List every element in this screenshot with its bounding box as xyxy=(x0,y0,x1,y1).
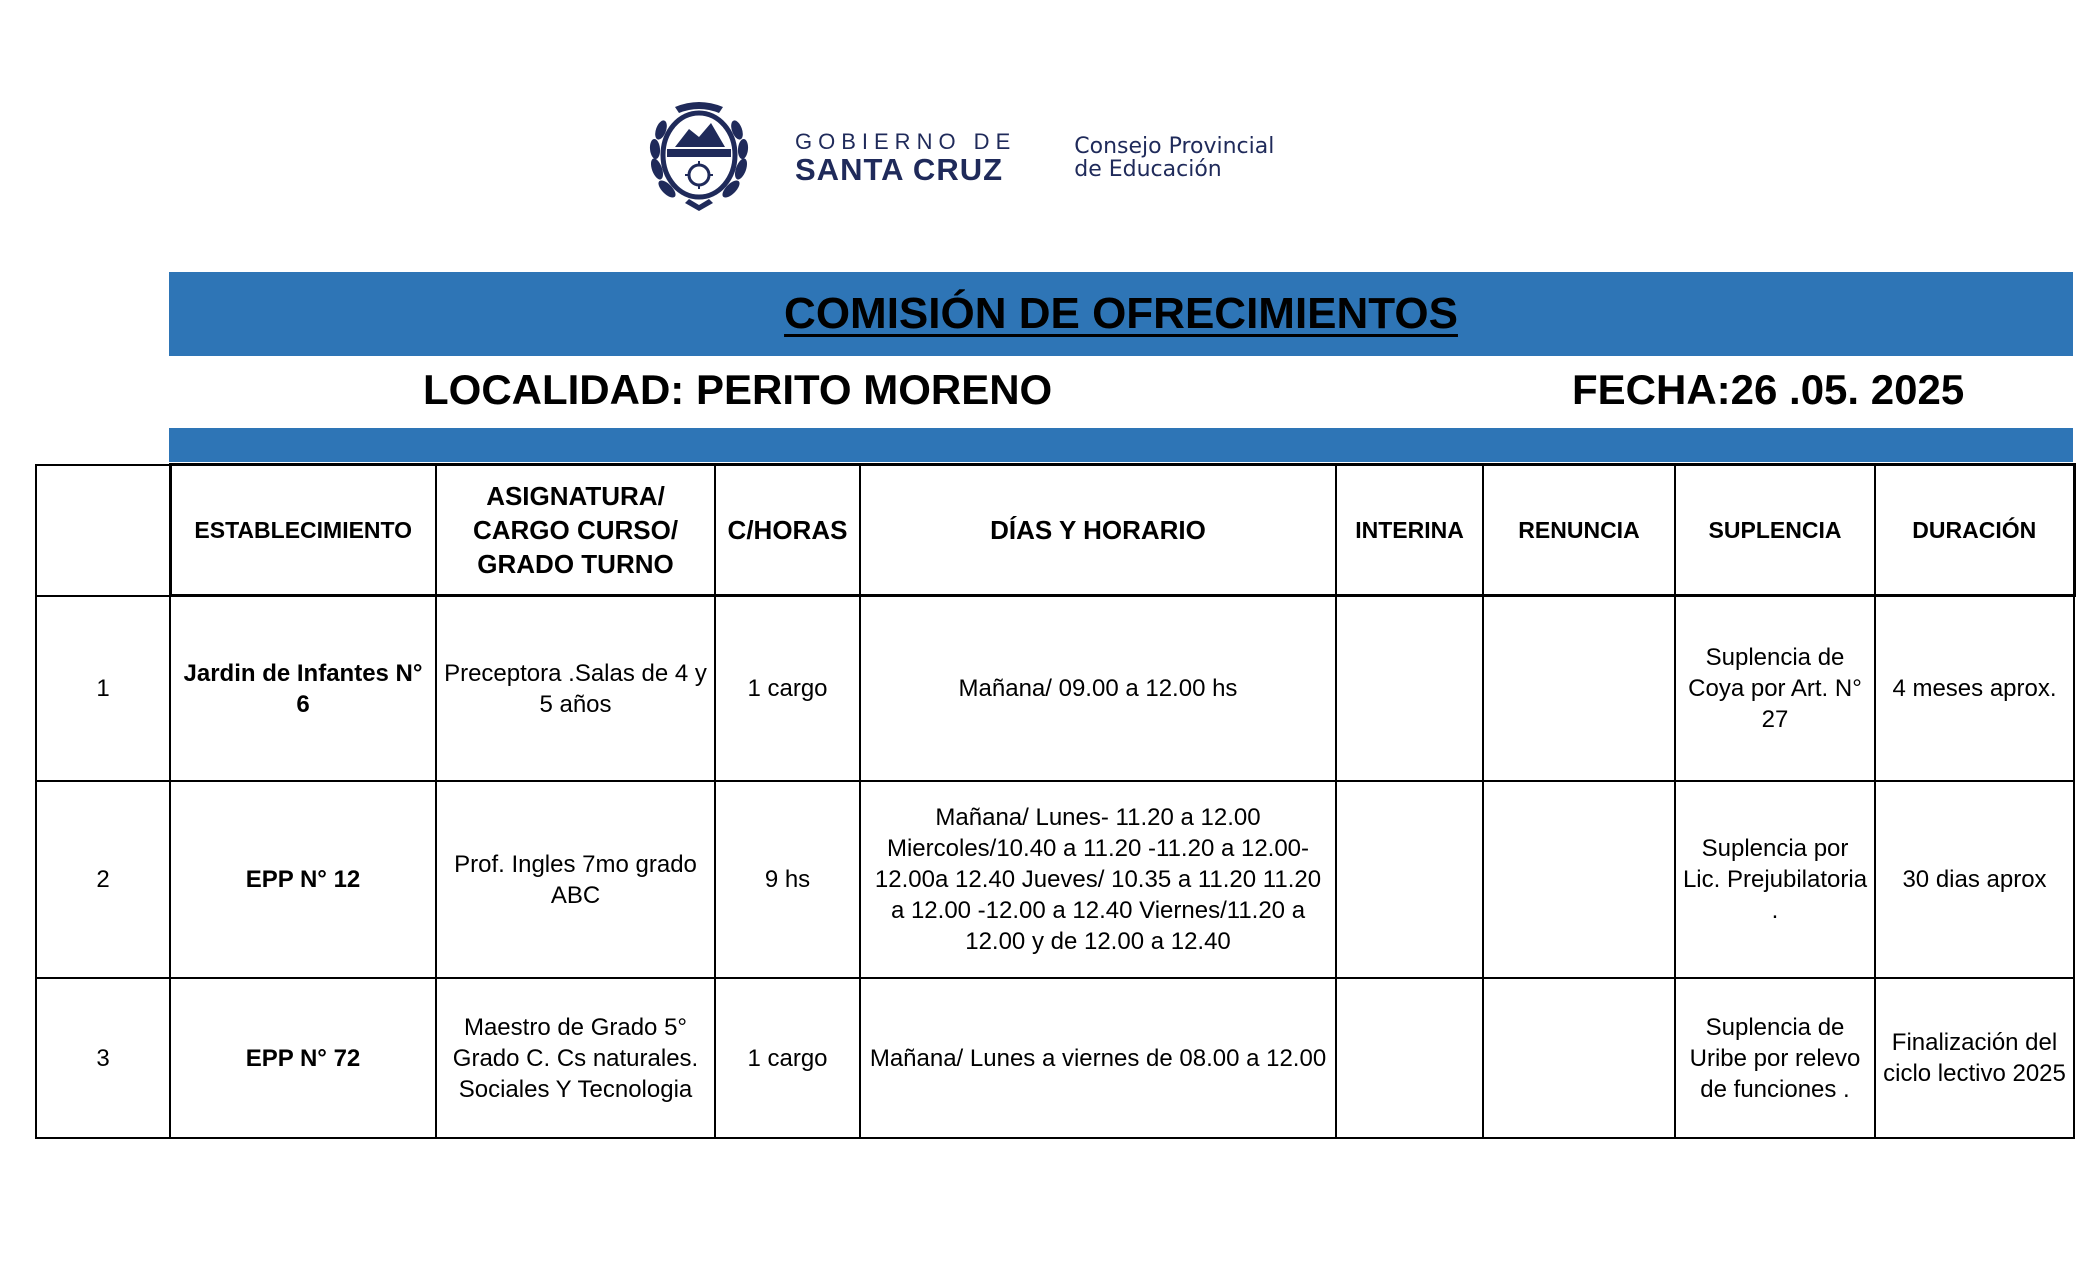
cell-asignatura: Preceptora .Salas de 4 y 5 años xyxy=(436,596,715,782)
cell-establecimiento: EPP N° 72 xyxy=(170,978,436,1138)
council-wordmark xyxy=(1074,135,1274,181)
cell-asignatura: Maestro de Grado 5° Grado C. Cs naturales. Sociales Y Tecnologia xyxy=(436,978,715,1138)
table-row xyxy=(36,781,2074,978)
provincial-seal-icon xyxy=(645,99,753,217)
cell-suplencia: Suplencia de Coya por Art. N° 27 xyxy=(1675,596,1875,782)
table-row xyxy=(36,978,2074,1138)
header-dias: DÍAS Y HORARIO xyxy=(860,465,1336,596)
title-bar xyxy=(169,272,2073,356)
blue-divider-strip xyxy=(169,428,2073,462)
cell-renuncia xyxy=(1483,781,1675,978)
cell-renuncia xyxy=(1483,978,1675,1138)
cell-dias: Mañana/ 09.00 a 12.00 hs xyxy=(860,596,1336,782)
header-logo xyxy=(645,98,1274,218)
gov-line1: GOBIERNO DE xyxy=(795,129,1017,154)
cell-duracion: Finalización del ciclo lectivo 2025 xyxy=(1875,978,2074,1138)
cell-horas: 1 cargo xyxy=(715,978,860,1138)
row-number: 2 xyxy=(36,781,170,978)
cell-dias: Mañana/ Lunes a viernes de 08.00 a 12.00 xyxy=(860,978,1336,1138)
cell-suplencia: Suplencia de Uribe por relevo de funciones . xyxy=(1675,978,1875,1138)
cell-establecimiento: EPP N° 12 xyxy=(170,781,436,978)
header-suplencia: SUPLENCIA xyxy=(1675,465,1875,596)
row-number: 1 xyxy=(36,596,170,782)
table-header-row xyxy=(36,465,2074,596)
header-renuncia: RENUNCIA xyxy=(1483,465,1675,596)
cell-horas: 1 cargo xyxy=(715,596,860,782)
row-number: 3 xyxy=(36,978,170,1138)
cell-duracion: 4 meses aprox. xyxy=(1875,596,2074,782)
cell-dias: Mañana/ Lunes- 11.20 a 12.00 Miercoles/10.40 a 11.20 -11.20 a 12.00-12.00a 12.40 Jueves/ 10.35 a 11.20 11.20 a 12.00 -12.00 a 12.40 Viernes/11.20 a 12.00 y de 12.00 a 12.40 xyxy=(860,781,1336,978)
government-wordmark xyxy=(795,130,1016,186)
header-number-cell xyxy=(36,465,170,596)
gov-line2: SANTA CRUZ xyxy=(795,152,1004,187)
cell-horas: 9 hs xyxy=(715,781,860,978)
header-asignatura: ASIGNATURA/ CARGO CURSO/ GRADO TURNO xyxy=(436,465,715,596)
council-line1: Consejo Provincial xyxy=(1074,134,1275,159)
header-duracion: DURACIÓN xyxy=(1875,465,2074,596)
cell-interina xyxy=(1336,978,1483,1138)
cell-establecimiento: Jardin de Infantes N° 6 xyxy=(170,596,436,782)
cell-duracion: 30 dias aprox xyxy=(1875,781,2074,978)
cell-renuncia xyxy=(1483,596,1675,782)
offers-table xyxy=(35,463,2076,1139)
header-interina: INTERINA xyxy=(1336,465,1483,596)
cell-interina xyxy=(1336,781,1483,978)
localidad-label: LOCALIDAD: PERITO MORENO xyxy=(423,366,1053,413)
cell-suplencia: Suplencia por Lic. Prejubilatoria . xyxy=(1675,781,1875,978)
fecha-label: FECHA:26 .05. 2025 xyxy=(1572,366,1965,413)
header-establecimiento: ESTABLECIMIENTO xyxy=(170,465,436,596)
page-title: COMISIÓN DE OFRECIMIENTOS xyxy=(784,289,1458,338)
council-line2: de Educación xyxy=(1074,157,1222,182)
cell-interina xyxy=(1336,596,1483,782)
header-horas: C/HORAS xyxy=(715,465,860,596)
table-row xyxy=(36,596,2074,782)
cell-asignatura: Prof. Ingles 7mo grado ABC xyxy=(436,781,715,978)
